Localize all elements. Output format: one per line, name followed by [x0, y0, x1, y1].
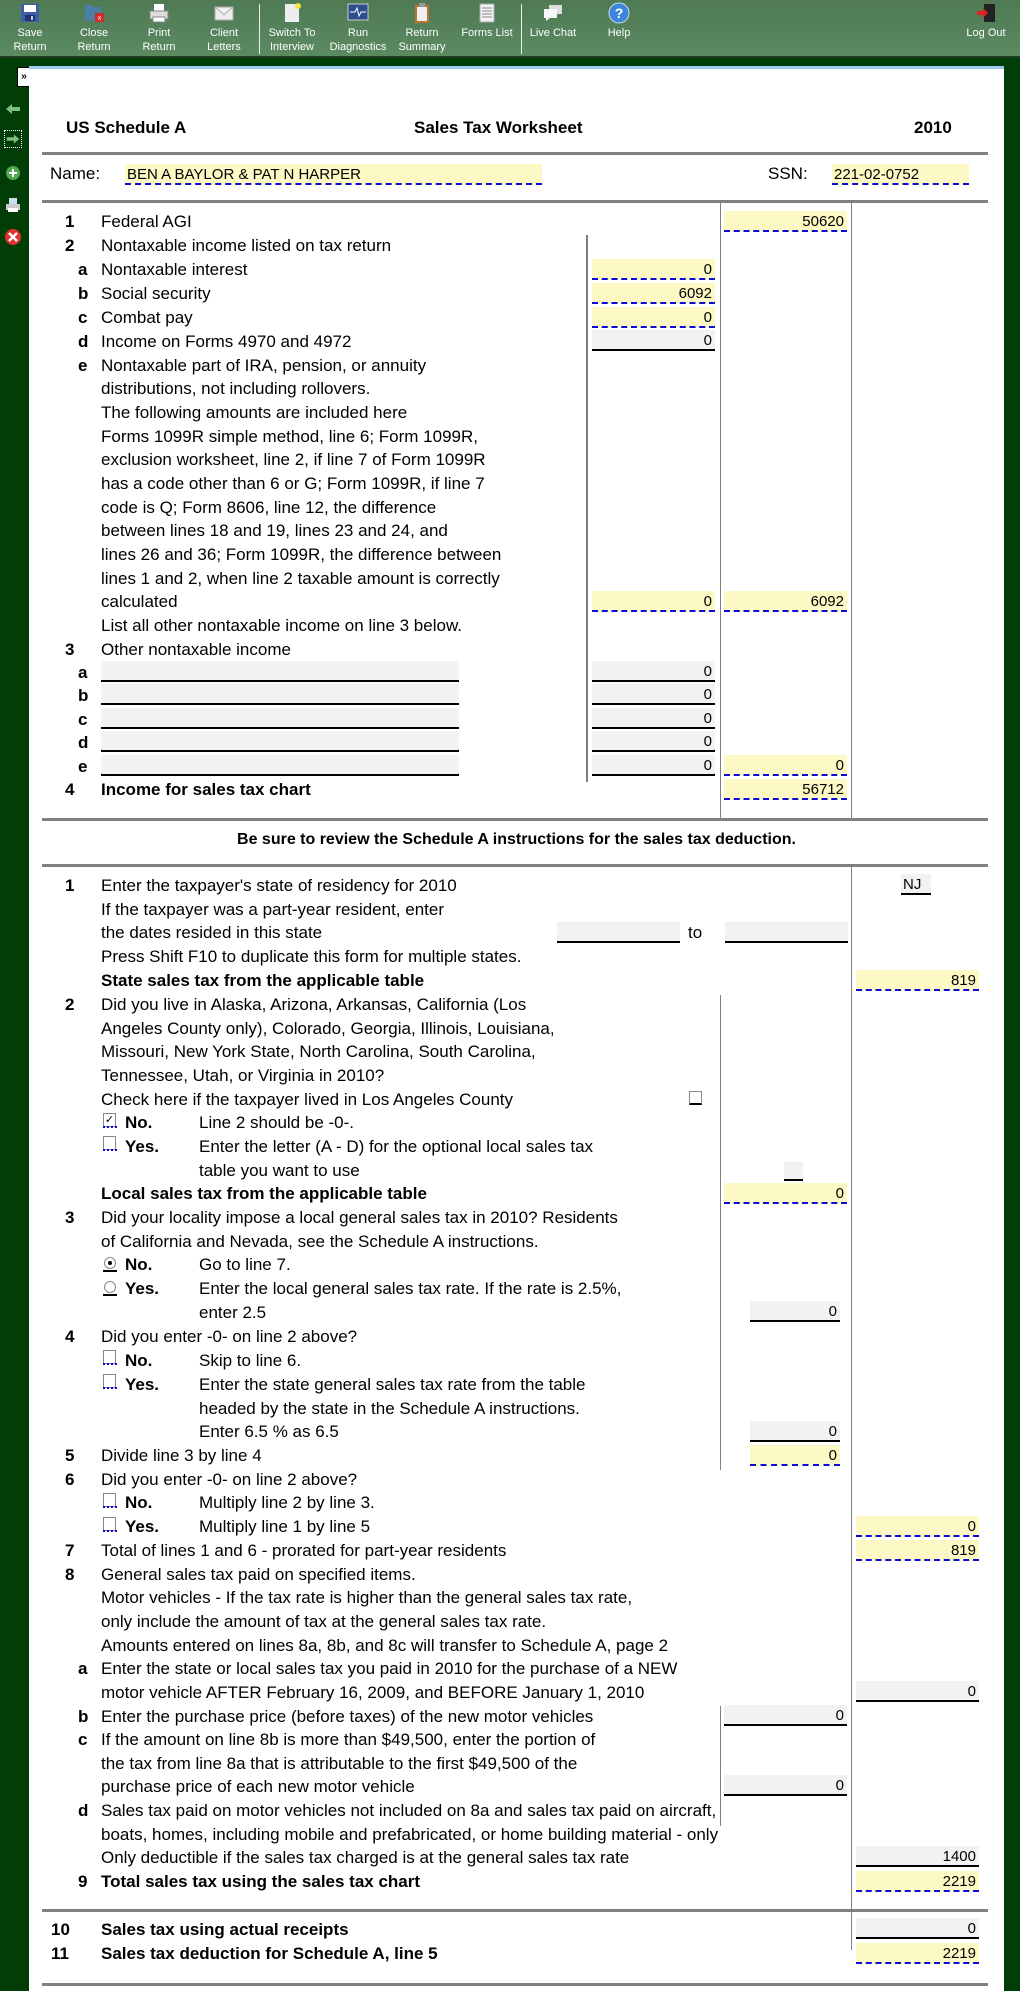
line-text: only include the amount of tax at the general sales tax rate.	[101, 1612, 547, 1631]
sales-tax-worksheet-form	[29, 66, 1004, 1991]
option-label: Yes.	[125, 1279, 160, 1298]
line-letter: a	[78, 260, 88, 279]
checkbox-underline	[103, 1387, 117, 1389]
line-number: 5	[65, 1446, 75, 1465]
toolbar	[0, 0, 1020, 58]
option-label: Yes.	[125, 1375, 160, 1394]
line-text: calculated	[101, 592, 178, 611]
other-income-amount-b[interactable]: 0	[592, 684, 715, 705]
line-label: Total sales tax using the sales tax chart	[101, 1872, 421, 1891]
option-label: No.	[125, 1113, 153, 1132]
nontaxable-interest-field[interactable]: 0	[592, 259, 715, 280]
line-label: Sales tax paid on motor vehicles not included on 8a and sales tax paid on aircraft,	[101, 1801, 717, 1820]
other-income-amount-a[interactable]: 0	[592, 661, 715, 682]
line-number: 7	[65, 1541, 75, 1560]
line-label: Federal AGI	[101, 212, 192, 231]
line-text: Motor vehicles - If the tax rate is higher than the general sales tax rate,	[101, 1588, 633, 1607]
line-label: Social security	[101, 284, 211, 303]
checkbox-underline	[103, 1530, 117, 1532]
line-number: 8	[65, 1565, 75, 1584]
save-return-button[interactable]: Save Return	[8, 2, 52, 54]
date-from-field[interactable]	[557, 922, 680, 943]
back-arrow-icon[interactable]	[4, 100, 22, 118]
line2-total-field[interactable]: 6092	[724, 591, 847, 612]
line3-yes-radio[interactable]	[104, 1281, 116, 1293]
return-summary-button[interactable]: Return Summary	[398, 2, 446, 54]
line-letter: d	[78, 332, 89, 351]
nontaxable-ira-field[interactable]: 0	[592, 591, 715, 612]
state-tax-rate-field[interactable]: 0	[750, 1421, 840, 1442]
line-number: 3	[65, 640, 75, 659]
divider	[42, 152, 988, 155]
option-text: headed by the state in the Schedule A instructions.	[199, 1399, 580, 1418]
printer-icon	[148, 2, 170, 24]
line-label: Nontaxable income listed on tax return	[101, 236, 392, 255]
line-letter: a	[78, 663, 88, 682]
line-letter: e	[78, 757, 88, 776]
line-text: boats, homes, including mobile and prefabricated, or home building material - only	[101, 1825, 719, 1844]
divider	[42, 200, 988, 203]
line7-total-field[interactable]: 819	[856, 1540, 979, 1561]
line-letter: c	[78, 710, 88, 729]
line-number: 1	[65, 876, 75, 895]
local-tax-rate-field[interactable]: 0	[750, 1301, 840, 1322]
line-text: Tennessee, Utah, or Virginia in 2010?	[101, 1066, 385, 1085]
other-income-amount-d[interactable]: 0	[592, 731, 715, 752]
line-label: If the amount on line 8b is more than $49,500, enter the portion of	[101, 1730, 596, 1749]
option-label: No.	[125, 1493, 153, 1512]
line4-yes-checkbox[interactable]	[103, 1374, 116, 1388]
help-button[interactable]: ? Help	[601, 2, 637, 40]
line-letter: d	[78, 733, 89, 752]
exit-door-icon	[975, 2, 997, 24]
option-text: Go to line 7.	[199, 1255, 291, 1274]
other-income-desc-b[interactable]	[101, 684, 459, 705]
line-text: motor vehicle AFTER February 16, 2009, and BEFORE January 1, 2010	[101, 1683, 645, 1702]
line6-no-checkbox[interactable]	[103, 1493, 116, 1507]
left-sidebar	[0, 60, 28, 1991]
state-of-residency-field[interactable]: NJ	[901, 874, 931, 895]
column-divider	[586, 235, 588, 782]
list-page-icon	[476, 2, 498, 24]
option-text: Multiply line 2 by line 3.	[199, 1493, 375, 1512]
vehicle-purchase-price-field[interactable]: 0	[724, 1705, 847, 1726]
line-text: lines 1 and 2, when line 2 taxable amount is correctly	[101, 569, 500, 588]
line2-yes-checkbox[interactable]	[103, 1136, 116, 1150]
checkbox-underline	[103, 1149, 117, 1151]
clipboard-icon	[411, 2, 433, 24]
interview-page-icon	[281, 2, 303, 24]
option-text: Enter 6.5 % as 6.5	[199, 1422, 339, 1441]
radio-underline	[103, 1294, 117, 1296]
other-income-desc-c[interactable]	[101, 708, 459, 729]
line-number: 10	[51, 1920, 70, 1939]
line-text: Only deductible if the sales tax charged is at the general sales tax rate	[101, 1848, 630, 1867]
line-text: exclusion worksheet, line 2, if line 7 of Form 1099R	[101, 450, 486, 469]
line-label: Enter the purchase price (before taxes) of the new motor vehicles	[101, 1707, 594, 1726]
column-divider	[720, 1706, 721, 1826]
line3-total-field[interactable]: 0	[724, 755, 847, 776]
line5-result-field[interactable]: 0	[750, 1445, 840, 1466]
column-divider	[851, 203, 852, 820]
help-question-icon	[608, 2, 630, 24]
line-letter: d	[78, 1801, 89, 1820]
print-return-button[interactable]: Print Return	[137, 2, 181, 54]
line-label: Income for sales tax chart	[101, 780, 311, 799]
checkbox-underline	[103, 1126, 117, 1128]
line-text: the dates resided in this state	[101, 923, 323, 942]
divider	[42, 864, 988, 867]
line-text: If the taxpayer was a part-year resident, enter	[101, 900, 445, 919]
local-sales-tax-field[interactable]: 0	[724, 1183, 847, 1204]
line-number: 3	[65, 1208, 75, 1227]
line-text: code is Q; Form 8606, line 12, the difference	[101, 498, 437, 517]
line-letter: e	[78, 356, 88, 375]
line6-result-field[interactable]: 0	[856, 1516, 979, 1537]
divider	[42, 1909, 988, 1912]
option-label: No.	[125, 1351, 153, 1370]
instruction-note: List all other nontaxable income on line 3 below.	[101, 616, 463, 635]
option-label: Yes.	[125, 1517, 160, 1536]
line-label: Divide line 3 by line 4	[101, 1446, 262, 1465]
option-text: table you want to use	[199, 1161, 360, 1180]
svg-text:?: ?	[614, 5, 624, 21]
actual-receipts-field[interactable]: 0	[856, 1918, 979, 1939]
forms-list-button[interactable]: Forms List	[460, 2, 514, 40]
log-out-button[interactable]: Log Out	[964, 2, 1008, 40]
to-label: to	[688, 923, 703, 942]
line-text: of California and Nevada, see the Schedule A instructions.	[101, 1232, 539, 1251]
total-sales-tax-chart-field[interactable]: 2219	[856, 1871, 979, 1892]
other-income-desc-e[interactable]	[101, 755, 459, 776]
line-text: Amounts entered on lines 8a, 8b, and 8c will transfer to Schedule A, page 2	[101, 1636, 669, 1655]
other-income-amount-e[interactable]: 0	[592, 755, 715, 776]
option-text: enter 2.5	[199, 1303, 267, 1322]
close-return-button[interactable]: x Close Return	[72, 2, 116, 54]
svg-text:x: x	[97, 15, 102, 22]
line-text: Missouri, New York State, North Carolina, South Carolina,	[101, 1042, 536, 1061]
line6-yes-checkbox[interactable]	[103, 1517, 116, 1531]
line-label: State sales tax from the applicable table	[101, 971, 425, 990]
other-income-desc-d[interactable]	[101, 731, 459, 752]
line-number: 11	[51, 1944, 69, 1963]
option-text: Skip to line 6.	[199, 1351, 302, 1370]
switch-to-interview-button[interactable]: Switch To Interview	[265, 2, 319, 54]
folder-close-icon	[83, 2, 105, 24]
line-label: Nontaxable interest	[101, 260, 248, 279]
line-number: 1	[65, 212, 75, 231]
line-number: 9	[78, 1872, 88, 1891]
line-label: Total of lines 1 and 6 - prorated for part-year residents	[101, 1541, 507, 1560]
line-text: between lines 18 and 19, lines 23 and 24, and	[101, 521, 448, 540]
line-letter: b	[78, 686, 89, 705]
line-label: Enter the taxpayer's state of residency for 2010	[101, 876, 457, 895]
other-items-tax-field[interactable]: 1400	[856, 1846, 979, 1867]
other-income-desc-a[interactable]	[101, 661, 459, 682]
forward-arrow-icon[interactable]	[4, 130, 22, 148]
line-letter: a	[78, 1659, 88, 1678]
social-security-field[interactable]: 6092	[592, 283, 715, 304]
envelope-icon	[213, 2, 235, 24]
line-text: lines 26 and 36; Form 1099R, the difference between	[101, 545, 502, 564]
line-label: Local sales tax from the applicable table	[101, 1184, 427, 1203]
divider	[42, 818, 988, 821]
date-to-field[interactable]	[725, 922, 848, 943]
page-title: Sales Tax Worksheet	[414, 118, 583, 137]
line-text: Check here if the taxpayer lived in Los Angeles County	[101, 1090, 514, 1109]
option-text: Multiply line 1 by line 5	[199, 1517, 371, 1536]
line-label: Income on Forms 4970 and 4972	[101, 332, 352, 351]
checkbox-underline	[103, 1506, 117, 1508]
ssn-field[interactable]: 221-02-0752	[832, 164, 969, 185]
instructions-notice: Be sure to review the Schedule A instructions for the sales tax deduction.	[237, 831, 796, 848]
line-letter: c	[78, 1730, 88, 1749]
new-vehicle-tax-field[interactable]: 0	[856, 1681, 979, 1702]
local-table-letter-field[interactable]	[784, 1162, 803, 1181]
add-circle-icon[interactable]	[4, 164, 22, 182]
client-letters-button[interactable]: Client Letters	[202, 2, 246, 54]
line-number: 4	[65, 1327, 75, 1346]
line-label: Nontaxable part of IRA, pension, or annuity	[101, 356, 427, 375]
federal-agi-field[interactable]: 50620	[724, 211, 847, 232]
line-label: Did you enter -0- on line 2 above?	[101, 1470, 358, 1489]
line-label: Enter the state or local sales tax you paid in 2010 for the purchase of a NEW	[101, 1659, 678, 1678]
live-chat-button[interactable]: Live Chat	[528, 2, 578, 40]
line-label: Did you live in Alaska, Arizona, Arkansas, California (Los	[101, 995, 527, 1014]
los-angeles-county-checkbox[interactable]	[689, 1091, 702, 1105]
line-label: Did you enter -0- on line 2 above?	[101, 1327, 358, 1346]
attributable-tax-field[interactable]: 0	[724, 1775, 847, 1796]
toolbar-separator	[521, 4, 522, 54]
line-number: 6	[65, 1470, 75, 1489]
combat-pay-field[interactable]: 0	[592, 307, 715, 328]
line-text: distributions, not including rollovers.	[101, 379, 371, 398]
state-sales-tax-field[interactable]: 819	[856, 970, 979, 991]
printer-icon[interactable]	[4, 196, 22, 214]
line-label: Did your locality impose a local general sales tax in 2010? Residents	[101, 1208, 618, 1227]
floppy-disk-icon	[19, 2, 41, 24]
line-number: 4	[65, 780, 75, 799]
line-text: purchase price of each new motor vehicle	[101, 1777, 415, 1796]
line2-no-checkbox[interactable]: ✓	[104, 1114, 115, 1126]
line3-no-radio[interactable]	[104, 1257, 116, 1269]
option-text: Enter the letter (A - D) for the optional local sales tax	[199, 1137, 594, 1156]
other-income-amount-c[interactable]: 0	[592, 708, 715, 729]
chat-bubbles-icon	[542, 2, 564, 24]
line-label: Sales tax using actual receipts	[101, 1920, 349, 1939]
name-field[interactable]: BEN A BAYLOR & PAT N HARPER	[125, 164, 542, 185]
line-text: Angeles County only), Colorado, Georgia, Illinois, Louisiana,	[101, 1019, 555, 1038]
forms-4970-4972-field[interactable]: 0	[592, 330, 715, 351]
line-letter: b	[78, 1707, 89, 1726]
line-letter: c	[78, 308, 88, 327]
option-label: Yes.	[125, 1137, 160, 1156]
line4-no-checkbox[interactable]	[103, 1350, 116, 1364]
delete-x-icon[interactable]	[4, 228, 22, 246]
line-label: Other nontaxable income	[101, 640, 291, 659]
line-label: General sales tax paid on specified items.	[101, 1565, 416, 1584]
column-divider	[720, 995, 721, 1470]
run-diagnostics-button[interactable]: Run Diagnostics	[328, 2, 388, 54]
option-text: Line 2 should be -0-.	[199, 1113, 354, 1132]
line-text: The following amounts are included here	[101, 403, 408, 422]
form-name: US Schedule A	[66, 118, 187, 137]
line-text: has a code other than 6 or G; Form 1099R, if line 7	[101, 474, 485, 493]
line-label: Sales tax deduction for Schedule A, line 5	[101, 1944, 438, 1963]
tax-year: 2010	[914, 118, 952, 137]
name-label: Name:	[50, 164, 101, 183]
line-label: Combat pay	[101, 308, 193, 327]
column-divider	[720, 203, 721, 820]
checkbox-underline	[103, 1363, 117, 1365]
line-letter: b	[78, 284, 89, 303]
income-for-chart-field[interactable]: 56712	[724, 779, 847, 800]
divider	[42, 1983, 988, 1986]
column-divider	[851, 867, 852, 1950]
line-text: Forms 1099R simple method, line 6; Form 1099R,	[101, 427, 478, 446]
toolbar-separator	[259, 4, 260, 54]
line-number: 2	[65, 995, 75, 1014]
ssn-label: SSN:	[768, 164, 808, 183]
option-text: Enter the local general sales tax rate. If the rate is 2.5%,	[199, 1279, 622, 1298]
option-label: No.	[125, 1255, 153, 1274]
expand-panel-button[interactable]: »	[17, 67, 31, 87]
line-number: 2	[65, 236, 75, 255]
schedule-a-deduction-field[interactable]: 2219	[856, 1943, 979, 1964]
line-text: the tax from line 8a that is attributable to the first $49,500 of the	[101, 1754, 578, 1773]
line-text: Press Shift F10 to duplicate this form for multiple states.	[101, 947, 522, 966]
radio-underline	[103, 1270, 117, 1272]
option-text: Enter the state general sales tax rate from the table	[199, 1375, 586, 1394]
monitor-pulse-icon	[347, 2, 369, 24]
